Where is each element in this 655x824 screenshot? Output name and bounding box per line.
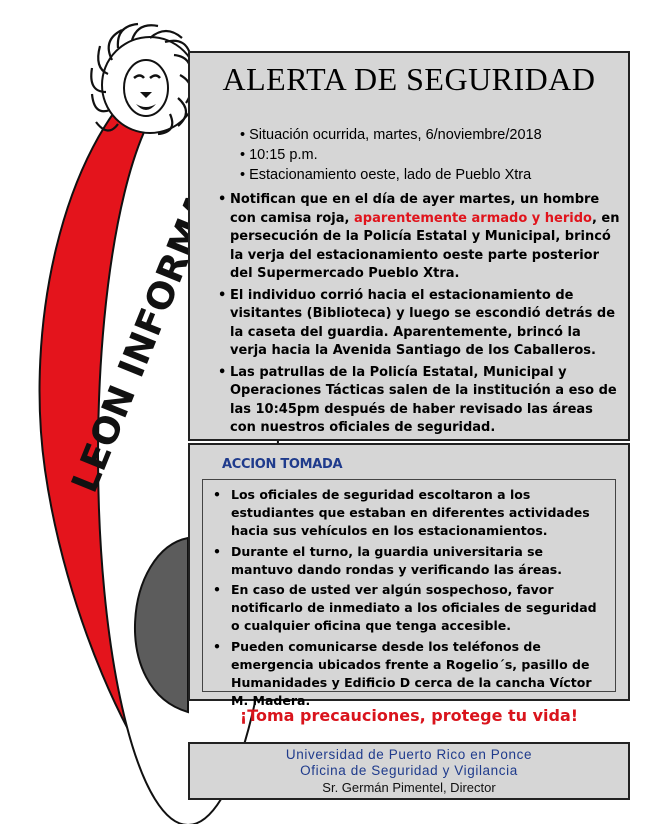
action-taken-box — [202, 479, 616, 709]
detail-1-text-start: Notifican que en el día de ayer martes, un hombre con camisa roja, — [230, 192, 600, 226]
incident-info-list — [240, 125, 542, 185]
detail-bullet-3: • Las patrullas de la Policía Estatal, Municipal y Operaciones Tácticas salen de la institución a eso de las 10:45pm después de haber revisado las áreas con nuestros oficiales de seguridad. — [218, 364, 622, 438]
incident-location: • Estacionamiento oeste, lado de Pueblo Xtra — [240, 165, 542, 185]
action-item: • Durante el turno, la guardia universitaria se mantuvo dando rondas y verificando las áreas. — [209, 543, 609, 579]
lion-head-icon — [91, 24, 198, 134]
action-item: • Los oficiales de seguridad escoltaron a los estudiantes que estaban en diferentes actividades hacia sus vehículos en los estacionamientos. — [209, 486, 609, 541]
detail-1-text-end: , en persecución de la Policía Estatal y Municipal, brincó la verja del estacionamiento oeste parte posterior del Supermercado Pueblo Xtra. — [230, 210, 620, 281]
decorative-sidebar — [0, 0, 219, 824]
incident-date: • Situación ocurrida, martes, 6/noviembre/2018 — [240, 125, 542, 145]
action-taken-list — [203, 480, 615, 710]
footer-panel — [188, 742, 630, 800]
action-item: • En caso de usted ver algún sospechoso, favor notificarlo de inmediato a los oficiales de seguridad o cualquier oficina que tenga accesible. — [209, 581, 609, 636]
action-taken-panel — [188, 443, 630, 709]
action-item: • Pueden comunicarse desde los teléfonos de emergencia ubicados frente a Rogelio´s, pasillo de Humanidades y Edificio D cerca de la cancha Víctor M. Madera. — [209, 638, 609, 711]
footer-director: Sr. Germán Pimentel, Director — [322, 780, 496, 795]
alert-title: ALERTA DE SEGURIDAD — [222, 61, 596, 97]
action-taken-title: ACCION TOMADA — [222, 457, 343, 472]
footer-office: Oficina de Seguridad y Vigilancia — [300, 763, 518, 778]
incident-time: • 10:15 p.m. — [240, 145, 542, 165]
safety-slogan: ¡Toma precauciones, protege tu vida! — [239, 706, 579, 725]
incident-details-list — [218, 191, 622, 441]
detail-bullet-2: • El individuo corrió hacia el estacionamiento de visitantes (Biblioteca) y luego se escondió detrás de la caseta del guardia. Aparentemente, brincó la verja hacia la Avenida Santiago de los Caballeros. — [218, 287, 622, 361]
detail-1-highlight: aparentemente armado y herido — [353, 210, 592, 226]
alert-panel — [188, 51, 630, 441]
detail-bullet-1 — [218, 191, 622, 284]
footer-university: Universidad de Puerto Rico en Ponce — [285, 747, 533, 762]
brand-vertical-text: LEON INFORMA — [64, 194, 219, 499]
